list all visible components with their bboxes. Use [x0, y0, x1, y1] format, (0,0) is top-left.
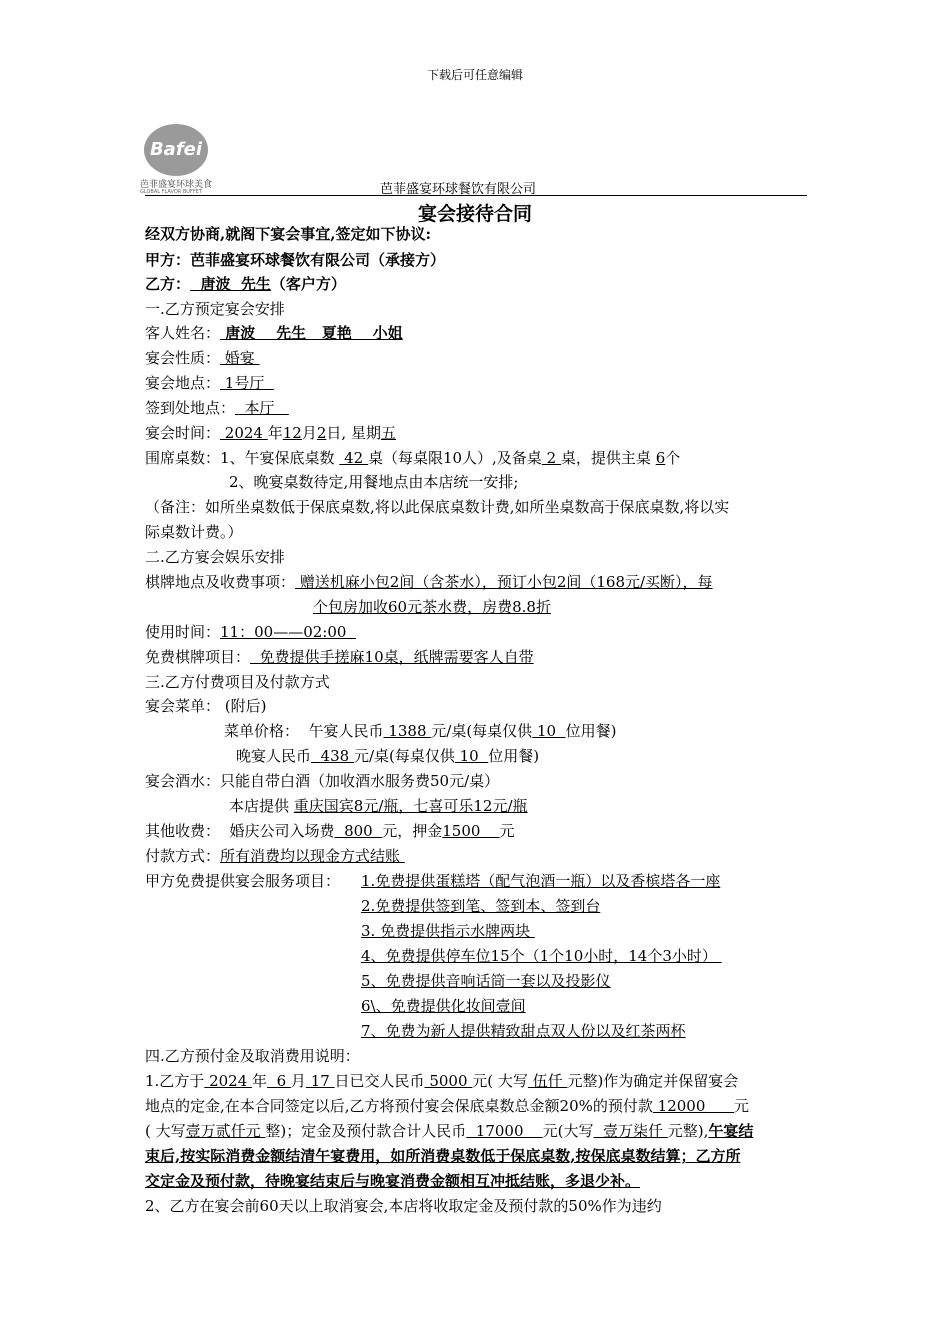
p1-amount-cn: 伍仟: [527, 1072, 568, 1090]
time-text-2: 月: [301, 424, 317, 442]
p1-day: 17: [305, 1072, 335, 1090]
company-name: 芭菲盛宴环球餐饮有限公司: [380, 182, 537, 197]
usetime-label: 使用时间：: [145, 623, 221, 641]
guest-label: 客人姓名：: [145, 324, 221, 342]
other-fees: [145, 821, 515, 841]
payment-label: 付款方式：: [145, 847, 221, 865]
service-item: 5、免费提供音响话筒一套以及投影仪: [361, 972, 611, 990]
service-item: 3. 免费提供指示水牌两块: [361, 922, 535, 940]
price2-price: 438: [311, 747, 354, 765]
chess-line-1: [145, 572, 713, 592]
p2-text-1: 地点的定金,在本合同签定以后,乙方将预付宴会保底桌数总金额20%的预付款: [145, 1097, 653, 1115]
party-b-label: 乙方：: [145, 275, 191, 293]
p1-text-6: 元整)作为确定并保留宴会: [567, 1072, 739, 1090]
price2-text-2: 元/桌(每桌仅供: [353, 747, 455, 765]
checkin-label: 签到处地点：: [145, 399, 236, 417]
p1-amount: 5000: [424, 1072, 473, 1090]
service-item: 4、免费提供停车位15个（1个10小时，14个3小时）: [361, 947, 722, 965]
tables-text-3: 个: [665, 449, 681, 467]
menu-value: (附后): [220, 697, 267, 715]
freechess-label: 免费棋牌项目：: [145, 648, 251, 666]
chess-line-2: 个包房加收60元茶水费，房费8.8折: [313, 598, 551, 616]
p3-text-2: 整)；定金及预付款合计人民币: [265, 1122, 467, 1140]
section-4-heading: 四.乙方预付金及取消费用说明：: [145, 1047, 360, 1065]
p1-text-4: 日已交人民币: [334, 1072, 425, 1090]
party-b-role: （客户方）: [270, 275, 346, 293]
menu-price-dinner: [236, 746, 539, 766]
p2-amount: 12000: [652, 1097, 734, 1115]
tables-min: 42: [339, 449, 368, 467]
document-title: 宴会接待合同: [417, 203, 532, 225]
time-month: 12: [282, 424, 302, 442]
note-line-2: 际桌数计费。）: [145, 523, 243, 541]
tables-label: 围席桌数：1、午宴保底桌数: [145, 449, 340, 467]
wine-line-2: [229, 796, 528, 816]
tables-line-2: 2、晚宴桌数待定,用餐地点由本店统一安排;: [229, 473, 519, 491]
p3-text-3: 元(大写: [542, 1122, 594, 1140]
time-year: 2024: [220, 424, 268, 442]
other-text-1: 元，押金: [382, 822, 443, 840]
time-label: 宴会时间：: [145, 424, 221, 442]
header-rule: [145, 195, 807, 196]
wine2-text: 本店提供: [229, 797, 294, 815]
p3-bold: 午宴结: [708, 1122, 754, 1140]
p1-text-3: 月: [290, 1072, 306, 1090]
menu-label: 宴会菜单：: [145, 697, 221, 715]
usage-time: [145, 622, 356, 642]
p1-text-5: 元( 大写: [472, 1072, 528, 1090]
tables-text-2: 桌，提供主桌: [560, 449, 656, 467]
banquet-menu: [145, 696, 267, 716]
company-logo: [140, 124, 230, 194]
other-label: 其他收费： 婚庆公司入场费: [145, 822, 335, 840]
guest-value: 唐波 先生 夏艳 小姐: [220, 324, 403, 342]
p1-year: 2024: [204, 1072, 253, 1090]
service-item: 2.免费提供签到笔、签到本、签到台: [361, 897, 601, 915]
venue-value: 1号厅: [220, 374, 274, 392]
tables-spare: 2: [541, 449, 561, 467]
service-item: 7、免费为新人提供精致甜点双人份以及红茶两杯: [361, 1022, 686, 1040]
p1-month: 6: [267, 1072, 291, 1090]
price1-text-2: 元/桌(每桌仅供: [431, 722, 533, 740]
tables-line-1: [145, 448, 680, 468]
deposit-line-4: 束后,按实际消费金额结清午宴费用，如所消费桌数低于保底桌数,按保底桌数结算；乙方所: [145, 1147, 741, 1165]
note-line-1: （备注：如所坐桌数低于保底桌数,将以此保底桌数计费,如所坐桌数高于保底桌数,将以实: [145, 498, 730, 516]
party-b: [145, 274, 346, 294]
p3-text-4: 元整),: [667, 1122, 709, 1140]
other-text-2: 元: [499, 822, 515, 840]
free-chess: [145, 647, 534, 667]
price1-count: 10: [532, 722, 566, 740]
p3-total-cn: 壹万柒仟: [593, 1122, 668, 1140]
p3-amount-cn: 壹万贰仟元: [185, 1122, 266, 1140]
deposit-line-2: [145, 1096, 749, 1116]
wine2-value: 重庆国宾8元/瓶，七喜可乐12元/瓶: [293, 797, 528, 815]
price1-text-3: 位用餐): [565, 722, 617, 740]
price2-count: 10: [454, 747, 489, 765]
price1-price: 1388: [383, 722, 432, 740]
section-1-heading: 一.乙方预定宴会安排: [145, 300, 285, 318]
logo-en-text: GLOBAL FLAVOR BUFFET: [140, 189, 202, 195]
logo-badge: Bafei: [144, 124, 208, 176]
time-text-3: 日, 星期: [326, 424, 381, 442]
other-fee: 800: [334, 822, 383, 840]
checkin-value: 本厅: [235, 399, 289, 417]
wine-line-1: 宴会酒水：只能自带白酒（加收酒水服务费50元/桌）: [145, 772, 500, 790]
p3-total: 17000: [466, 1122, 543, 1140]
tables-text-1: 桌（每桌限10人）,及备桌: [367, 449, 542, 467]
banquet-time: [145, 423, 396, 443]
venue-label: 宴会地点：: [145, 374, 221, 392]
chess-label: 棋牌地点及收费事项：: [145, 573, 296, 591]
section-3-heading: 三.乙方付费项目及付款方式: [145, 673, 330, 691]
logo-cn-text: 芭菲盛宴环球美食: [140, 180, 213, 190]
chess-value-1: 赠送机麻小包2间（含茶水），预订小包2间（168元/买断），每: [295, 573, 713, 591]
banquet-nature: [145, 348, 260, 368]
time-text-1: 年: [267, 424, 283, 442]
section-2-heading: 二.乙方宴会娱乐安排: [145, 548, 285, 566]
time-day: 2: [316, 424, 327, 442]
deposit-line-5: 交定金及预付款，待晚宴结束后与晚宴消费金额相互冲抵结账，多退少补。: [145, 1172, 641, 1190]
service-item: 1.免费提供蛋糕塔（配气泡酒一瓶）以及香槟塔各一座: [361, 872, 721, 890]
service-item: 6\、免费提供化妆间壹间: [361, 997, 526, 1015]
nature-value: 婚宴: [220, 349, 260, 367]
nature-label: 宴会性质：: [145, 349, 221, 367]
deposit-line-1: [145, 1071, 738, 1091]
p1-text-1: 1.乙方于: [145, 1072, 205, 1090]
tables-main: 6: [655, 449, 666, 467]
deposit-line-3: [145, 1121, 753, 1141]
p3-text-1: ( 大写: [145, 1122, 186, 1140]
other-deposit: 1500: [442, 822, 500, 840]
p1-text-2: 年: [252, 1072, 268, 1090]
services-label: 甲方免费提供宴会服务项目：: [145, 872, 341, 890]
price1-text-1: 菜单价格： 午宴人民币: [224, 722, 384, 740]
price2-text-3: 位用餐): [488, 747, 540, 765]
p2-text-2: 元: [733, 1097, 749, 1115]
party-b-name: 唐波 先生: [190, 275, 271, 293]
intro: 经双方协商,就阁下宴会事宜,签定如下协议:: [145, 225, 431, 243]
freechess-value: 免费提供手搓麻10桌，纸牌需要客人自带: [250, 648, 534, 666]
party-a: 甲方：芭菲盛宴环球餐饮有限公司（承接方）: [145, 251, 446, 269]
payment-value: 所有消费均以现金方式结账: [220, 847, 405, 865]
menu-price-lunch: [224, 721, 616, 741]
guest-name: [145, 323, 403, 343]
banquet-venue: [145, 373, 274, 393]
usetime-value: 11：00——02:00: [220, 623, 356, 641]
checkin-location: [145, 398, 289, 418]
payment-method: [145, 846, 405, 866]
cancel-line-1: 2、乙方在宴会前60天以上取消宴会,本店将收取定金及预付款的50%作为违约: [145, 1197, 662, 1215]
time-weekday: 五: [380, 424, 396, 442]
header-note: 下载后可任意编辑: [426, 68, 523, 82]
price2-text-1: 晚宴人民币: [236, 747, 312, 765]
